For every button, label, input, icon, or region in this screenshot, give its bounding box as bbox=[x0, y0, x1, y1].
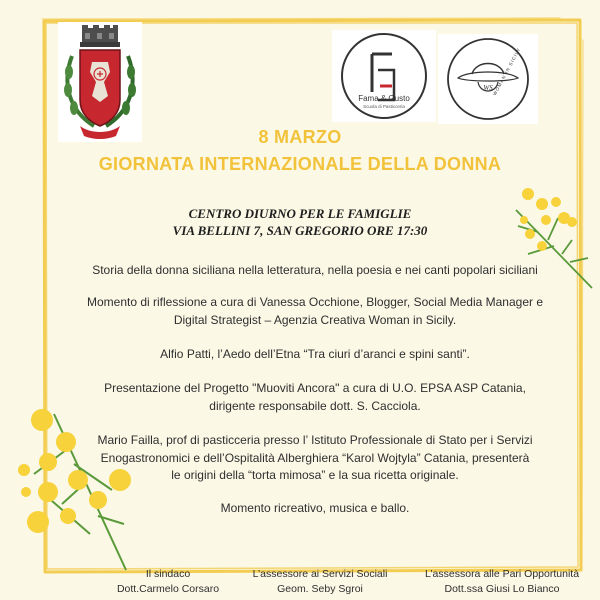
program-text: Enogastronomici e dell’Ospitalità Alberghiera “Karol Wojtyla” Catania, presenterà bbox=[100, 450, 530, 465]
program-item-ricreativo bbox=[60, 500, 570, 518]
mimosa-left-icon bbox=[14, 404, 134, 574]
program-text: Mario Failla, prof di pasticceria presso l’ Istituto Professionale di Stato per i Servizi bbox=[97, 433, 533, 447]
signature-name: Dott.ssa Giusi Lo Bianco bbox=[444, 583, 560, 595]
program-item-storia bbox=[60, 262, 570, 280]
woman-in-sicily-text: WOMAN IN SICILY bbox=[492, 46, 522, 97]
signature-servizi-sociali bbox=[240, 567, 400, 597]
signature-name: Geom. Seby Sgroi bbox=[277, 583, 363, 595]
program-text: Momento ricreativo, musica e ballo. bbox=[220, 501, 410, 515]
signature-name: Dott.Carmelo Corsaro bbox=[116, 583, 220, 595]
program-item-alfio-patti bbox=[60, 346, 570, 364]
crest-icon bbox=[58, 22, 142, 142]
venue-address: VIA BELLINI 7, SAN GREGORIO ORE 17:30 bbox=[172, 223, 428, 238]
woman-in-sicily-logo bbox=[438, 34, 538, 124]
program-text: Presentazione del Progetto "Muoviti Ancora" a cura di U.O. EPSA ASP Catania, bbox=[104, 381, 526, 395]
event-title: GIORNATA INTERNAZIONALE DELLA DONNA bbox=[98, 154, 502, 174]
program-text: dirigente responsabile dott. S. Cacciola. bbox=[209, 398, 421, 413]
woman-in-sicily-mark: WS bbox=[483, 84, 493, 92]
mimosa-right-icon bbox=[508, 180, 598, 290]
signature-pari-opportunita bbox=[412, 567, 592, 597]
signature-role: L’assessora alle Pari Opportunità bbox=[424, 568, 580, 580]
fama-gusto-logo bbox=[332, 30, 436, 122]
woman-in-sicily-emblem-icon bbox=[438, 34, 538, 124]
fama-gusto-tagline: Scuola di Pasticceria bbox=[363, 104, 405, 109]
program-text: le origini della “torta mimosa” e la sua ricetta originale. bbox=[171, 468, 459, 482]
program-text: Alfio Patti, l’Aedo dell’Etna “Tra ciuri d’aranci e spini santi”. bbox=[160, 347, 470, 361]
signature-role: L’assessore ai Servizi Sociali bbox=[252, 568, 388, 580]
venue-name: CENTRO DIURNO PER LE FAMIGLIE bbox=[188, 206, 412, 221]
event-date: 8 MARZO bbox=[258, 127, 342, 147]
program-item-muoviti-ancora bbox=[60, 380, 570, 415]
program-item-riflessione bbox=[60, 294, 570, 329]
program-item-mario-failla bbox=[60, 432, 570, 485]
signature-role: Il sindaco bbox=[145, 568, 191, 580]
fama-gusto-name: Fama & Gusto bbox=[358, 94, 410, 103]
signature-sindaco bbox=[98, 567, 238, 597]
program-text: Storia della donna siciliana nella letteratura, nella poesia e nei canti popolari siciliani bbox=[92, 263, 538, 277]
crest-logo bbox=[58, 22, 142, 142]
program-text: Digital Strategist – Agenzia Creativa Woman in Sicily. bbox=[173, 312, 457, 327]
program-text: Momento di riflessione a cura di Vanessa Occhione, Blogger, Social Media Manager e bbox=[86, 295, 544, 309]
